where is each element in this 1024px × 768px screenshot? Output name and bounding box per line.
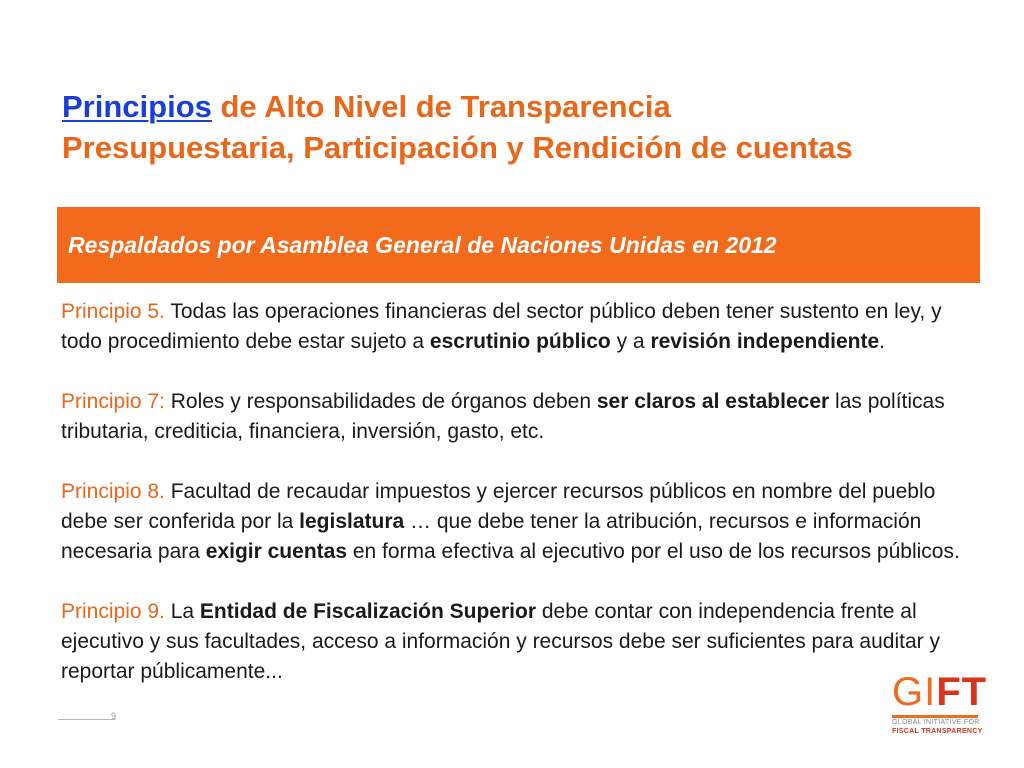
- principios-link[interactable]: Principios: [62, 89, 212, 124]
- principle-emphasis: exigir cuentas: [205, 540, 347, 563]
- gift-logo: [886, 670, 988, 738]
- logo-wordmark: [892, 672, 987, 712]
- principle-text: Roles y responsabilidades de órganos deben: [164, 390, 597, 413]
- principle-paragraph: [61, 387, 961, 447]
- title-line2: Presupuestaria, Participación y Rendición de cuentas: [62, 130, 853, 165]
- principles-body: [61, 297, 961, 687]
- principle-text: y a: [610, 330, 651, 353]
- principle-emphasis: escrutinio público: [429, 330, 611, 353]
- principle-text: debe contar con independencia frente al ejecutivo y sus facultades, acceso a información y recursos debe ser suficientes para auditar y reportar públicamente...: [61, 600, 940, 683]
- principle-text: en forma efectiva al ejecutivo por el uso de los recursos públicos.: [347, 540, 960, 563]
- principle-paragraph: [61, 477, 961, 567]
- principle-emphasis: ser claros al establecer: [596, 390, 830, 413]
- principle-text: .: [879, 330, 886, 353]
- principle-label: Principio 7:: [61, 390, 165, 413]
- logo-tagline-2: FISCAL TRANSPARENCY: [892, 728, 983, 735]
- principle-text: La: [164, 600, 200, 623]
- logo-word-ft: FT: [936, 670, 988, 714]
- principle-label: Principio 8.: [61, 480, 165, 503]
- principle-text: Facultad de recaudar impuestos y ejercer recursos públicos en nombre del pueblo debe ser conferida por la: [61, 480, 936, 533]
- principle-emphasis: legislatura: [299, 510, 405, 533]
- principle-label: Principio 9.: [61, 600, 165, 623]
- logo-word-gi: GI: [892, 670, 937, 714]
- logo-tagline-1: GLOBAL INITIATIVE FOR: [892, 719, 980, 726]
- principle-paragraph: [61, 297, 961, 357]
- page-number: 9: [58, 712, 116, 720]
- principle-text: … que debe tener la atribución, recursos e información necesaria para: [61, 510, 922, 563]
- principle-paragraph: [61, 597, 961, 687]
- principle-label: Principio 5.: [61, 300, 165, 323]
- principle-text: Todas las operaciones financieras del sector público deben tener sustento en ley, y todo procedimiento debe estar sujeto a: [61, 300, 942, 353]
- slide-title: [62, 86, 962, 168]
- logo-divider: [892, 715, 978, 718]
- principle-emphasis: Entidad de Fiscalización Superior: [199, 600, 536, 623]
- principle-text: las políticas tributaria, crediticia, financiera, inversión, gasto, etc.: [61, 390, 945, 443]
- banner: [57, 207, 980, 283]
- principle-emphasis: revisión independiente: [650, 330, 880, 353]
- banner-text: Respaldados por Asamblea General de Naciones Unidas en 2012: [68, 231, 777, 258]
- title-rest-line1: de Alto Nivel de Transparencia: [211, 89, 671, 124]
